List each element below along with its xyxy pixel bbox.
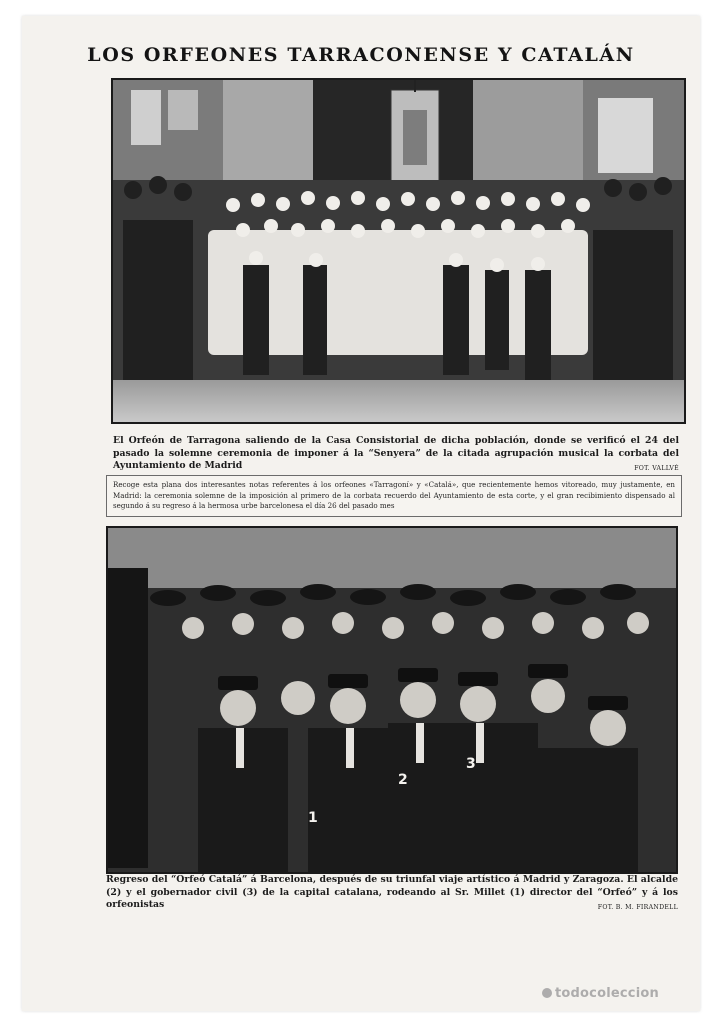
page-title: LOS ORFEONES TARRACONENSE Y CATALÁN: [87, 44, 635, 66]
watermark-text: todocoleccion: [555, 986, 659, 1001]
editorial-note-box: [106, 475, 682, 517]
photo-orfeon-tarragona: [111, 78, 686, 424]
caption-photo-2-credit: FOT. B. M. FIRANDELL: [597, 904, 678, 911]
photo-orfeo-catala: [106, 526, 678, 874]
photo-orfeo-catala-image: [108, 528, 676, 872]
photo2-label-3: 3: [466, 756, 476, 772]
photo2-label-1: 1: [308, 810, 318, 826]
caption-photo-2-text: Regreso del “Orfeó Catalá” á Barcelona, después de su triunfal viaje artístico á Madrid y Zaragoza. El alcalde (2) y el gobernador civil (3) de la capital catalana, rodeando al Sr. Millet (1) director del “Orfeó” y á los orfeonistas: [106, 874, 678, 910]
todocoleccion-logo-icon: [542, 988, 552, 998]
photo-orfeon-tarragona-image: [113, 80, 684, 422]
caption-photo-1-text: El Orfeón de Tarragona saliendo de la Casa Consistorial de dicha población, donde se verificó el 24 del pasado la solemne ceremonia de imponer á la “Senyera” de la citada agrupación musical la corbata del Ayuntamiento de Madrid: [113, 435, 679, 471]
caption-photo-1-credit: FOT. VALLVÉ: [634, 465, 679, 472]
photo2-label-2: 2: [398, 772, 408, 788]
caption-photo-1: [113, 435, 679, 476]
todocoleccion-watermark: [542, 986, 659, 1001]
editorial-note-text: Recoge esta plana dos interesantes notas referentes á los orfeones «Tarragoní» y «Catalá», que recientemente hemos vitoreado, muy justamente, en Madrid: la ceremonia solemne de la imposición al primero de la corbata recuerdo del Ayuntamiento de esta corte, y el gran recibimiento dispensado al segundo á su regreso á la hermosa urbe barcelonesa el día 26 del pasado mes: [113, 480, 675, 510]
caption-photo-2: [106, 874, 678, 915]
